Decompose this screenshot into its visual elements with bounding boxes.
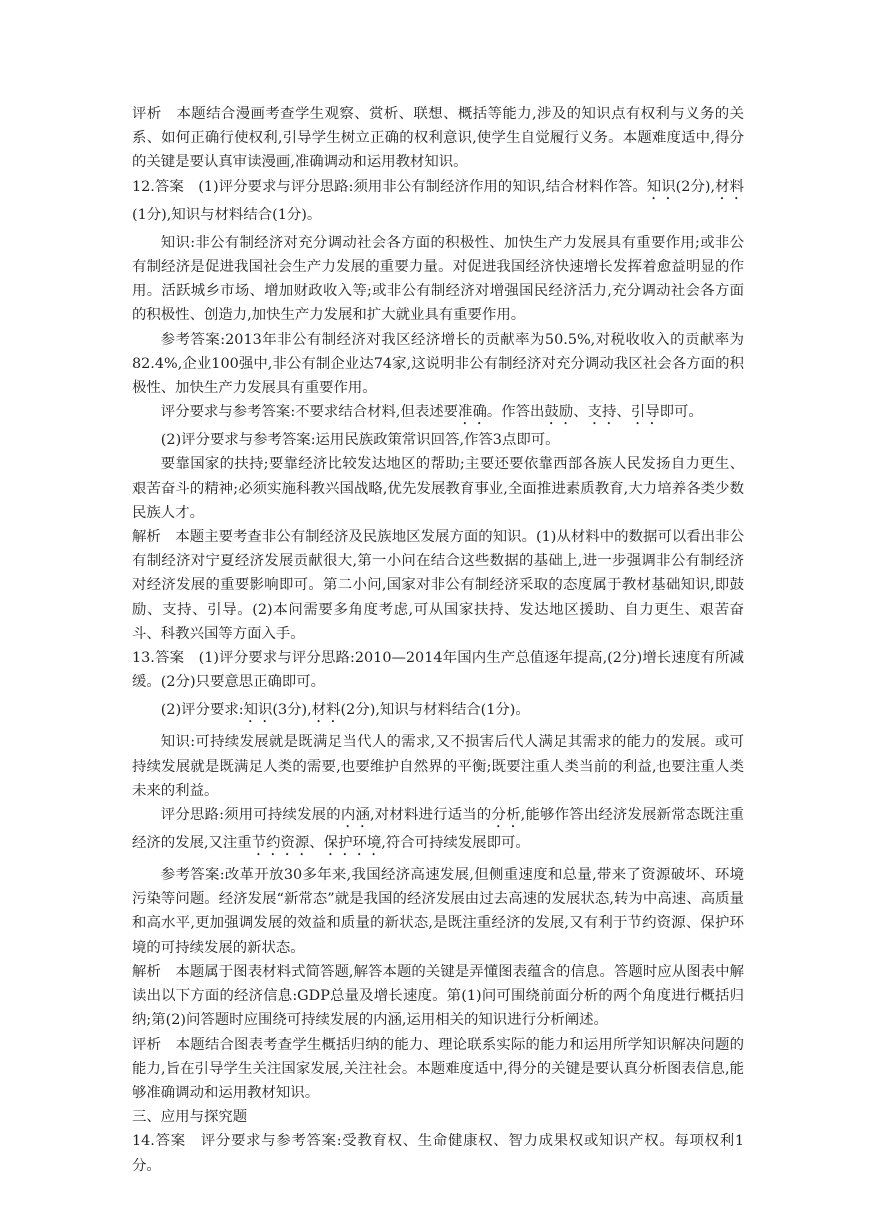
req-text: 评分要求与参考答案:不要求结合材料,但表述要 [160, 404, 459, 421]
q12-line-text: (2分), [675, 178, 716, 195]
req-text: (2)评分要求: [160, 702, 244, 719]
q13-reference-answer: 参考答案:改革开放30多年来,我国经济高速发展,但侧重速度和总量,带来了资源破坏、环境污染等问题。经济发展“新常态”就是我国的经济发展由过去高速的发展状态,转为中高速、高质量和高水平,更加强调发展的效益和质量的新状态,是既注重经济的发展,又有利于节约资源、保护环境的可持续发展的新状态。 [132, 867, 744, 956]
emphasis-text: 引导 [630, 404, 660, 421]
req-text: 、 [616, 404, 631, 421]
emphasis-text: 支持 [587, 404, 617, 421]
q13-scoring-idea [132, 803, 744, 859]
emphasis-text: 知识 [243, 702, 273, 719]
req-text: (3分), [272, 702, 312, 719]
req-text: (2分),知识与材料结合(1分)。 [340, 702, 530, 719]
q12-requirement [132, 400, 744, 428]
section-heading: 三、应用与探究题 [132, 1109, 248, 1126]
emphasis-text: 材料 [715, 178, 744, 195]
req-text: 即可。 [659, 404, 703, 421]
idea-text: ,能够作答出经济发展新常态既注重经济的发展,又注重 [132, 807, 744, 852]
emphasis-text: 内涵 [340, 807, 371, 824]
req-text: 、 [573, 404, 588, 421]
q12-part2-requirement: (2)评分要求与参考答案:运用民族政策常识回答,作答3点即可。 [160, 432, 560, 449]
emphasis-text: 鼓励 [544, 404, 574, 421]
idea-text: 、 [309, 835, 324, 852]
eval-paragraph: 评析 本题结合漫画考查学生观察、赏析、联想、概括等能力,涉及的知识点有权利与义务的关系、如何正确行使权利,引导学生树立正确的权利意识,使学生自觉履行义务。本题难度适中,得分的关键是要认真审读漫画,准确调动和运用教材知识。 [132, 106, 744, 171]
q12-answer-line [132, 175, 744, 227]
answer-page [132, 102, 744, 1178]
req-text: 。作答出 [486, 404, 545, 421]
emphasis-text: 知识 [646, 178, 676, 195]
emphasis-text: 节约资源 [251, 835, 310, 852]
q13-evaluation: 评析 本题结合图表考查学生概括归纳的能力、理论联系实际的能力和运用所学知识解决问题的能力,旨在引导学生关注国家发展,关注社会。本题难度适中,得分的关键是要认真分析图表信息,能够准确调动和运用教材知识。 [132, 1036, 744, 1101]
q13-answer-line: 13.答案 (1)评分要求与评分思路:2010—2014年国内生产总值逐年提高,(2分)增长速度有所减缓。(2分)只要意思正确即可。 [132, 650, 744, 691]
q12-knowledge: 知识:非公有制经济对充分调动社会各方面的积极性、加快生产力发展具有重要作用;或非公有制经济是促进我国社会生产力发展的重要力量。对促进我国经济快速增长发挥着愈益明显的作用。活跃城乡市场、增加财政收入等;或非公有制经济对增强国民经济活力,充分调动社会各方面的积极性、创造力,加快生产力发展和扩大就业具有重要作用。 [132, 234, 744, 324]
idea-text: 评分思路:须用可持续发展的 [160, 807, 341, 824]
q13-part2-requirement [132, 698, 744, 726]
emphasis-text: 保护环境 [323, 835, 382, 852]
q12-analysis: 解析 本题主要考查非公有制经济及民族地区发展方面的知识。(1)从材料中的数据可以看出非公有制经济对宁夏经济发展贡献很大,第一小问在结合这些数据的基础上,进一步强调非公有制经济对经济发展的重要影响即可。第二小问,国家对非公有制经济采取的态度属于教材基础知识,即鼓励、支持、引导。(2)本问需要多角度考虑,可从国家扶持、发达地区援助、自力更生、艰苦奋斗、科教兴国等方面入手。 [132, 529, 744, 642]
q13-analysis: 解析 本题属于图表材料式简答题,解答本题的关键是弄懂图表蕴含的信息。答题时应从图表中解读出以下方面的经济信息:GDP总量及增长速度。第(1)问可围绕前面分析的两个角度进行概括归纳;第(2)问答题时应围绕可持续发展的内涵,运用相关的知识进行分析阐述。 [132, 963, 744, 1029]
q12-line-text: 12.答案 (1)评分要求与评分思路:须用非公有制经济作用的知识,结合材料作答。 [132, 178, 647, 195]
q12-line-text: (1分),知识与材料结合(1分)。 [132, 206, 322, 223]
q12-reference-answer: 参考答案:2013年非公有制经济对我区经济增长的贡献率为50.5%,对税收收入的贡献率为82.4%,企业100强中,非公有制企业达74家,这说明非公有制经济对充分调动我区社会各方面的积极性、加快生产力发展具有重要作用。 [132, 331, 744, 397]
idea-text: ,对材料进行适当的 [370, 807, 492, 824]
emphasis-text: 材料 [311, 702, 341, 719]
q12-part2-answer: 要靠国家的扶持;要靠经济比较发达地区的帮助;主要还要依靠西部各族人民发扬自力更生、艰苦奋斗的精神;必须实施科教兴国战略,优先发展教育事业,全面推进素质教育,大力培养各类少数民族人才。 [132, 456, 744, 521]
q13-knowledge: 知识:可持续发展就是既满足当代人的需求,又不损害后代人满足其需求的能力的发展。或可持续发展就是既满足人类的需要,也要维护自然界的平衡;既要注重人类当前的利益,也要注重人类未来的利益。 [132, 734, 744, 799]
idea-text: ,符合可持续发展即可。 [381, 835, 530, 852]
emphasis-text: 分析 [491, 807, 521, 824]
q14-answer: 14.答案 评分要求与参考答案:受教育权、生命健康权、智力成果权或知识产权。每项权利1分。 [132, 1133, 744, 1174]
emphasis-text: 准确 [458, 404, 487, 421]
